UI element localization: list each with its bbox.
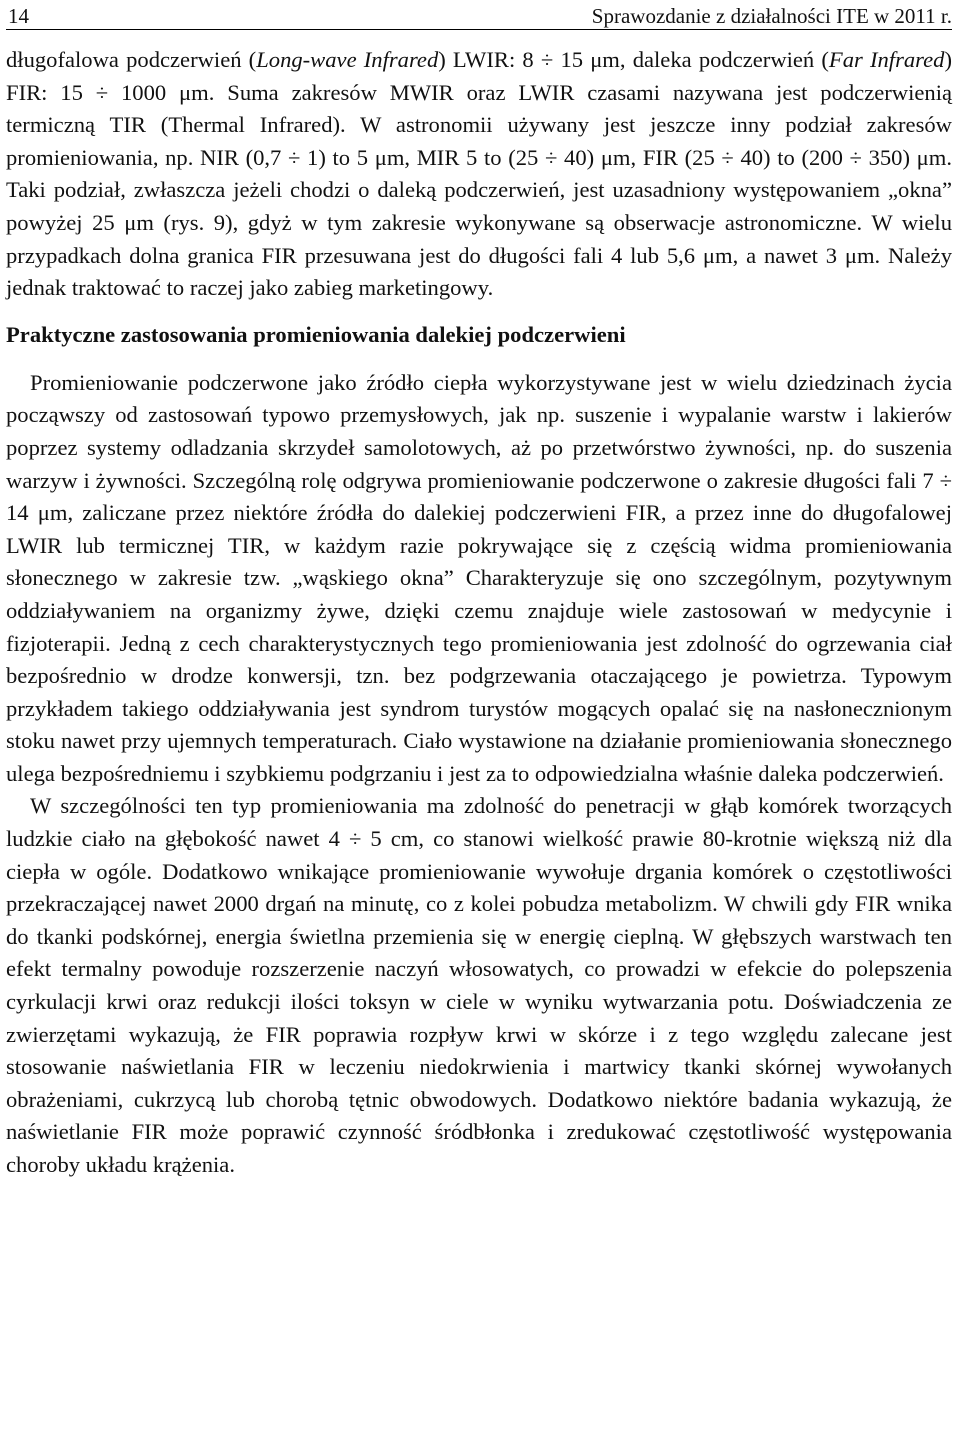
paragraph-1-text-a: długofalowa podczerwień ( <box>6 47 257 72</box>
running-title: Sprawozdanie z działalności ITE w 2011 r. <box>591 4 952 28</box>
paragraph-penetration: W szczególności ten typ promieniowania ma zdolność do penetracji w głąb komórek tworzących ludzkie ciało na głębokość nawet 4 ÷ 5 cm, co stanowi wielkość prawie 80-krotnie większą niż dla ciepła w ogóle. Dodatkowo wnikające promieniowanie wywołuje drgania komórek o częstotliwości przekraczającej nawet 2000 drgań na minutę, co z kolei pobudza metabolizm. W chwili gdy FIR wnika do tkanki podskórnej, energia świetlna przemienia się w energię cieplną. W głębszych warstwach ten efekt termalny powoduje rozszerzenie naczyń włosowatych, co prowadzi w efekcie do polepszenia cyrkulacji krwi oraz redukcji ilości toksyn w ciele w wyniku wytwarzania potu. Doświadczenia ze zwierzętami wykazują, że FIR poprawia rozpływ krwi w skórze i z tego względu zalecane jest stosowanie naświetlania FIR w leczeniu niedokrwienia i martwicy tkanki skórnej wywołanych obrażeniami, cukrzycą lub chorobą tętnic obwodowych. Dodatkowo niektóre badania wykazują, że naświetlanie FIR może poprawić czynność śródbłonka i zredukować częstotliwość występowania choroby układu krążenia. <box>6 793 952 1177</box>
paragraph-1-italic-a: Long-wave Infrared <box>256 47 439 72</box>
paragraph-1-italic-b: Far Infrared <box>828 47 945 72</box>
section-heading: Praktyczne zastosowania promieniowania dalekiej podczerwieni <box>6 321 626 347</box>
running-header <box>6 0 952 30</box>
paragraph-1-text-c: ) FIR: 15 ÷ 1000 μm. Suma zakresów MWIR oraz LWIR czasami nazywana jest podczerwienią termiczną TIR (Thermal Infrared). W astronomii używany jest jeszcze inny podział zakresów promieniowania, np. NIR (0,7 ÷ 1) to 5 μm, MIR 5 to (25 ÷ 40) μm, FIR (25 ÷ 40) to (200 ÷ 350) μm. Taki podział, zwłaszcza jeżeli chodzi o daleką podczerwień, jest uzasadniony występowaniem „okna” powyżej 25 μm (rys. 9), gdyż w tym zakresie wykonywane są obserwacje astronomiczne. W wielu przypadkach dolna granica FIR przesuwana jest do długości fali 4 lub 5,6 μm, a nawet 3 μm. Należy jednak traktować to raczej jako zabieg marketingowy. <box>6 47 952 301</box>
paragraph-continued <box>6 44 952 305</box>
paragraph-1-text-b: ) LWIR: 8 ÷ 15 μm, daleka podczerwień ( <box>438 47 829 72</box>
page-number: 14 <box>8 4 29 28</box>
paragraph-applications: Promieniowanie podczerwone jako źródło ciepła wykorzystywane jest w wielu dziedzinach życia począwszy od zastosowań typowo przemysłowych, jak np. suszenie i wypalanie warstw i lakierów poprzez systemy odladzania skrzydeł samolotowych, aż po przetwórstwo żywności, np. do suszenia warzyw i żywności. Szczególną rolę odgrywa promieniowanie podczerwone o zakresie długości fali 7 ÷ 14 μm, zaliczane przez niektóre źródła do dalekiej podczerwieni FIR, a przez inne do długofalowej LWIR lub termicznej TIR, w każdym razie pokrywające się z częścią widma promieniowania słonecznego w zakresie tzw. „wąskiego okna” Charakteryzuje się ono szczególnym, pozytywnym oddziaływaniem na organizmy żywe, dzięki czemu znajduje wiele zastosowań w medycynie i fizjoterapii. Jedną z cech charakterystycznych tego promieniowania jest zdolność do ogrzewania ciał bezpośrednio w drodze konwersji, tzn. bez podgrzewania otaczającego je powietrza. Typowym przykładem takiego oddziaływania jest syndrom turystów mogących opalać się na nasłonecznionym stoku nawet przy ujemnych temperaturach. Ciało wystawione na działanie promieniowania słonecznego ulega bezpośredniemu i szybkiemu podgrzaniu i jest za to odpowiedzialna właśnie daleka podczerwień. <box>6 369 952 786</box>
